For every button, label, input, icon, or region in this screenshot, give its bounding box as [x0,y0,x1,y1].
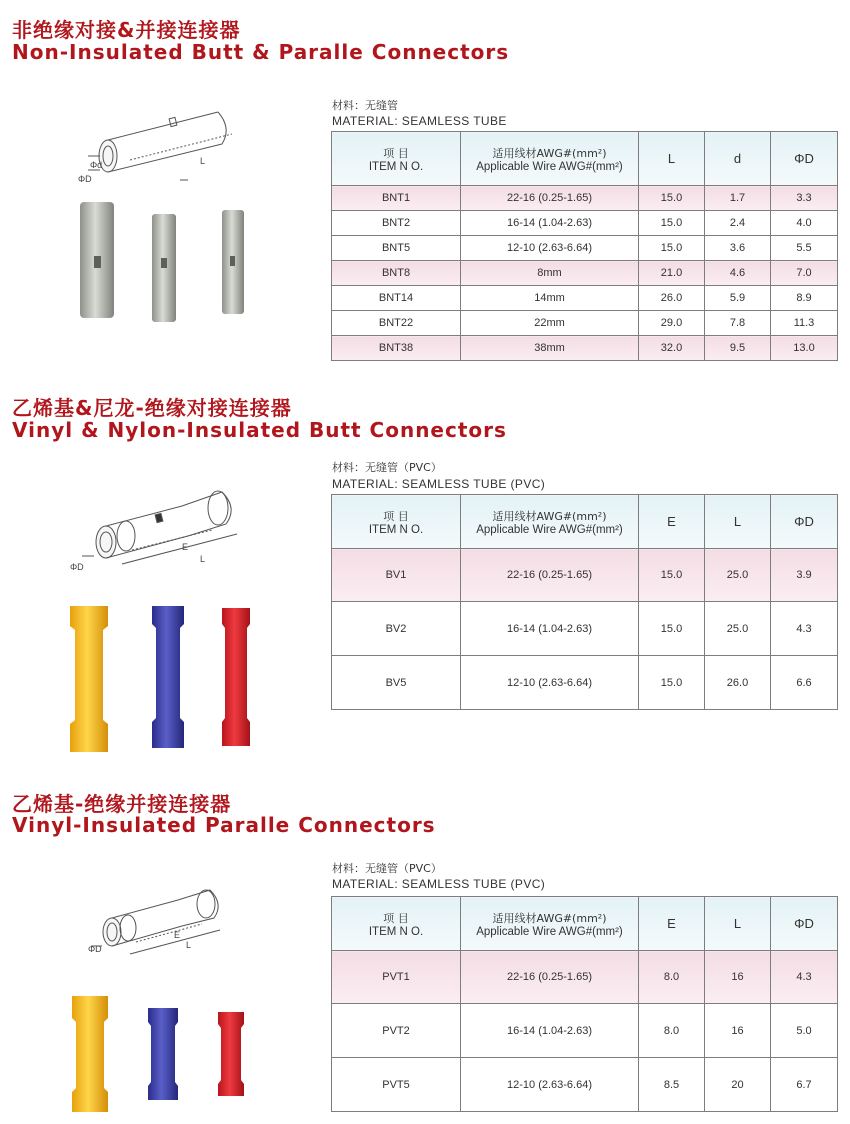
cell-c2: 3.6 [705,236,771,261]
cell-c3: 4.0 [771,211,838,236]
cell-wire: 16-14 (1.04-2.63) [461,602,639,656]
cell-wire: 12-10 (2.63-6.64) [461,236,639,261]
table-header-row [332,495,838,549]
header-col2: d [705,132,771,186]
label-d: Φd [90,160,103,170]
label-L: L [200,554,206,564]
metal-tubes-photo [76,198,256,328]
cell-c2: 9.5 [705,336,771,361]
table-row [332,336,838,361]
header-wire: 适用线材AWG#(mm²) Applicable Wire AWG#(mm²) [461,495,639,549]
cell-c2: 2.4 [705,211,771,236]
cell-c1: 15.0 [639,602,705,656]
cell-item: PVT1 [332,951,461,1004]
material-cn: 材料：无缝管 [332,99,398,112]
cell-c2: 1.7 [705,186,771,211]
cell-c1: 15.0 [639,211,705,236]
table-row [332,311,838,336]
header-col1: E [639,897,705,951]
header-col3: ΦD [771,897,838,951]
cell-item: BV1 [332,549,461,602]
cell-c1: 15.0 [639,549,705,602]
label-L: L [186,940,192,950]
header-wire: 适用线材AWG#(mm²) Applicable Wire AWG#(mm²) [461,897,639,951]
cell-c3: 3.3 [771,186,838,211]
table-header-row [332,897,838,951]
section-title-en: Non-Insulated Butt & Paralle Connectors [12,40,510,64]
cell-wire: 22-16 (0.25-1.65) [461,186,639,211]
table-row [332,186,838,211]
cell-c1: 15.0 [639,236,705,261]
vinyl-butt-diagram [62,470,262,580]
label-D: ΦD [78,174,92,184]
cell-wire: 8mm [461,261,639,286]
cell-wire: 22-16 (0.25-1.65) [461,549,639,602]
vinyl-parallel-tubes-photo [68,992,258,1117]
cell-c2: 26.0 [705,656,771,710]
header-wire: 适用线材AWG#(mm²) Applicable Wire AWG#(mm²) [461,132,639,186]
header-col3: ΦD [771,495,838,549]
spec-table-pvt [331,896,838,1112]
cell-c2: 16 [705,951,771,1004]
cell-c2: 7.8 [705,311,771,336]
cell-c3: 11.3 [771,311,838,336]
material-en: MATERIAL: SEAMLESS TUBE [332,114,507,128]
cell-item: BV2 [332,602,461,656]
cell-item: BNT14 [332,286,461,311]
cell-item: BNT22 [332,311,461,336]
section-title-cn: 非绝缘对接&并接连接器 [12,18,241,42]
cell-c1: 29.0 [639,311,705,336]
table-row [332,261,838,286]
section-non-insulated [0,0,850,380]
cell-c3: 6.6 [771,656,838,710]
cell-c1: 8.0 [639,1004,705,1058]
cell-wire: 22mm [461,311,639,336]
header-col3: ΦD [771,132,838,186]
table-row [332,236,838,261]
cell-item: BNT1 [332,186,461,211]
section-title-en: Vinyl & Nylon-Insulated Butt Connectors [12,418,507,442]
section-title-cn: 乙烯基-绝缘并接连接器 [12,792,232,816]
table-row [332,1004,838,1058]
cell-wire: 38mm [461,336,639,361]
cell-item: BNT8 [332,261,461,286]
cell-wire: 22-16 (0.25-1.65) [461,951,639,1004]
label-E: E [182,542,189,552]
vinyl-parallel-diagram [82,870,242,965]
cell-item: BNT5 [332,236,461,261]
material-en: MATERIAL: SEAMLESS TUBE (PVC) [332,877,546,891]
cell-c3: 4.3 [771,951,838,1004]
cell-item: PVT2 [332,1004,461,1058]
section-title-cn: 乙烯基&尼龙-绝缘对接连接器 [12,396,292,420]
vinyl-butt-tubes-photo [64,600,264,760]
cell-c3: 7.0 [771,261,838,286]
butt-connector-diagram [70,90,260,190]
cell-c3: 13.0 [771,336,838,361]
cell-c1: 15.0 [639,656,705,710]
cell-c2: 5.9 [705,286,771,311]
material-cn: 材料：无缝管（PVC） [332,862,442,875]
cell-c3: 4.3 [771,602,838,656]
label-D: ΦD [88,944,102,954]
label-E: E [174,930,181,940]
cell-c2: 25.0 [705,549,771,602]
cell-c1: 8.0 [639,951,705,1004]
material-en: MATERIAL: SEAMLESS TUBE (PVC) [332,477,546,491]
table-row [332,286,838,311]
cell-c2: 16 [705,1004,771,1058]
header-col1: L [639,132,705,186]
header-col2: L [705,897,771,951]
header-col1: E [639,495,705,549]
table-row [332,1058,838,1112]
table-row [332,549,838,602]
cell-c1: 15.0 [639,186,705,211]
cell-wire: 14mm [461,286,639,311]
cell-wire: 12-10 (2.63-6.64) [461,656,639,710]
table-row [332,211,838,236]
cell-c1: 32.0 [639,336,705,361]
section-title-en: Vinyl-Insulated Paralle Connectors [12,813,436,837]
label-L: L [200,156,206,166]
cell-item: PVT5 [332,1058,461,1112]
header-item: 项 目 ITEM N O. [332,897,461,951]
cell-c3: 6.7 [771,1058,838,1112]
table-header-row [332,132,838,186]
header-item: 项 目 ITEM N O. [332,132,461,186]
cell-item: BNT2 [332,211,461,236]
header-item: 项 目 ITEM N O. [332,495,461,549]
cell-c3: 8.9 [771,286,838,311]
cell-c3: 5.5 [771,236,838,261]
header-col2: L [705,495,771,549]
cell-item: BNT38 [332,336,461,361]
cell-wire: 16-14 (1.04-2.63) [461,211,639,236]
label-D: ΦD [70,562,84,572]
table-row [332,602,838,656]
cell-c2: 20 [705,1058,771,1112]
cell-wire: 16-14 (1.04-2.63) [461,1004,639,1058]
spec-table-bv [331,494,838,710]
cell-c3: 3.9 [771,549,838,602]
cell-c1: 8.5 [639,1058,705,1112]
table-row [332,656,838,710]
spec-table-bnt [331,131,838,361]
cell-item: BV5 [332,656,461,710]
cell-c3: 5.0 [771,1004,838,1058]
material-cn: 材料：无缝管（PVC） [332,461,442,474]
cell-c1: 21.0 [639,261,705,286]
cell-wire: 12-10 (2.63-6.64) [461,1058,639,1112]
cell-c1: 26.0 [639,286,705,311]
cell-c2: 25.0 [705,602,771,656]
cell-c2: 4.6 [705,261,771,286]
table-row [332,951,838,1004]
